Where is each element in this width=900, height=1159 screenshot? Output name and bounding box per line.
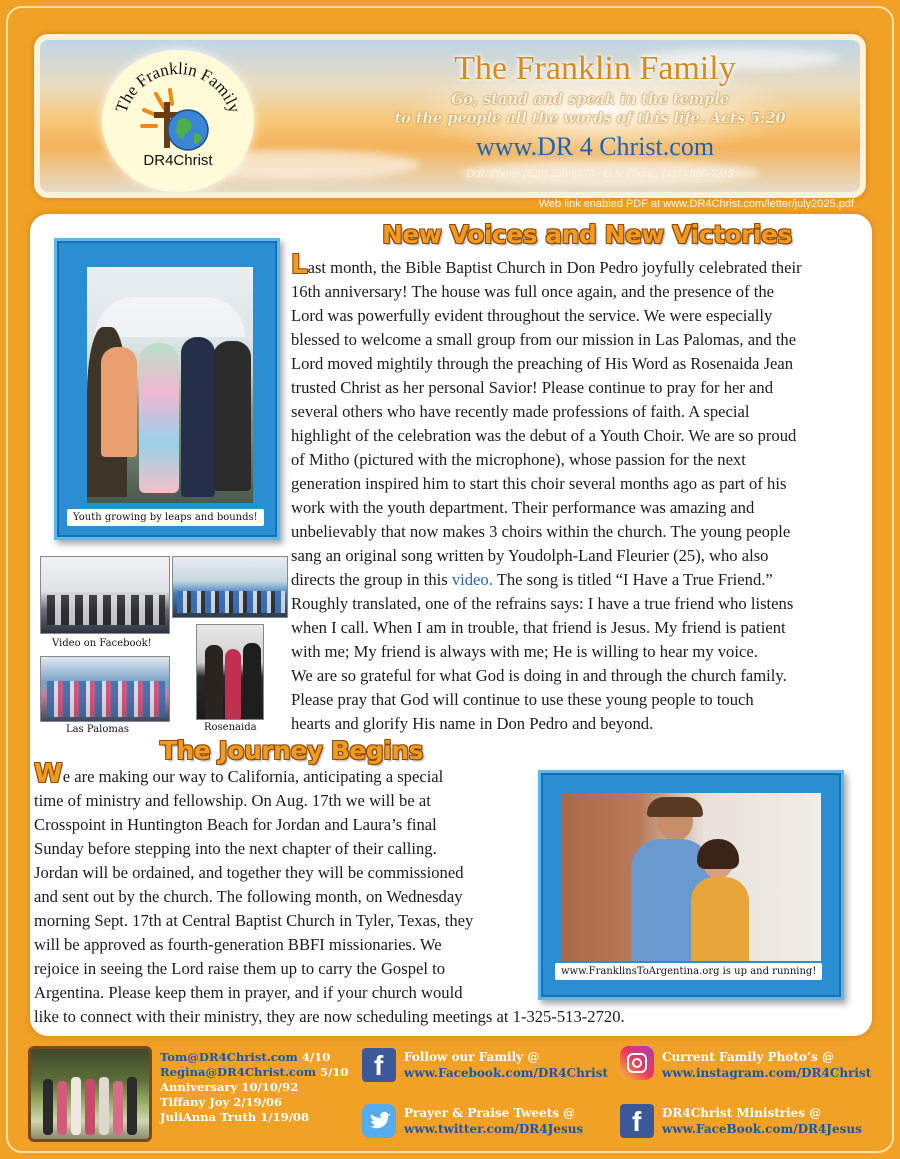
facebook-ministry-icon[interactable]: f — [620, 1104, 654, 1138]
couple-photo-caption[interactable]: www.FranklinsToArgentina.org is up and running! — [555, 963, 822, 980]
article1-line: of Mitho (pictured with the microphone), whose passion for the next — [291, 450, 746, 469]
article1-line: Roughly translated, one of the refrains says: I have a true friend who listens — [291, 594, 794, 613]
congregation-photo[interactable] — [172, 556, 288, 618]
youth-photo-frame — [54, 238, 280, 540]
video-caption: Video on Facebook! — [52, 638, 152, 649]
dropcap-w: W — [34, 759, 63, 789]
rosenaida-photo[interactable] — [196, 624, 264, 720]
twitter-icon[interactable] — [362, 1104, 396, 1138]
article2-line: Crosspoint in Huntington Beach for Jordan and Laura’s final — [34, 815, 437, 834]
article2-line: Jordan will be ordained, and together they will be commissioned — [34, 863, 464, 882]
video-link[interactable]: video. — [451, 570, 493, 589]
article1-line: Lord was powerfully evident throughout the service. We were especially — [291, 306, 773, 325]
article1-line: generation inspired him to start this choir several months ago as part of his — [291, 474, 787, 493]
header-banner — [34, 34, 866, 198]
logo-graphic — [102, 50, 254, 192]
facebook-family-link[interactable]: Follow our Family @ www.Facebook.com/DR4Christ — [404, 1050, 609, 1080]
article1-line: directs the group in this video. The song is titled “I Have a True Friend.” — [291, 570, 773, 589]
couple-photo-frame — [538, 770, 844, 1000]
birthday-julianna: JuliAnna Truth 1/19/08 — [160, 1110, 310, 1124]
article2-line: will be approved as fourth-generation BBFI missionaries. We — [34, 935, 442, 954]
article1-line: blessed to welcome a small group from our mission in Las Palomas, and the — [291, 330, 797, 349]
article2-line: morning Sept. 17th at Central Baptist Church in Tyler, Texas, they — [34, 911, 474, 930]
article1-line: Please pray that God will continue to use these young people to touch — [291, 690, 754, 709]
logo-arc-text: The Franklin Family — [111, 58, 245, 116]
article2-line: like to connect with their ministry, they are now scheduling meetings at 1-325-513-2720. — [34, 1007, 625, 1026]
newsletter-title: The Franklin Family — [454, 50, 736, 87]
dropcap-l: L — [291, 250, 308, 280]
youth-photo-caption: Youth growing by leaps and bounds! — [67, 509, 264, 526]
article2-line: Sunday before stepping into the next chapter of their calling. — [34, 839, 437, 858]
article1-line: hearts and glorify His name in Don Pedro and beyond. — [291, 714, 654, 733]
contact-regina: Regina@DR4Christ.com 5/10 — [160, 1065, 349, 1079]
scripture-verse — [330, 90, 850, 128]
article1-line: work with the youth department. Their performance was amazing and — [291, 498, 755, 517]
video-photo[interactable] — [40, 556, 170, 634]
article1-line: 16th anniversary! The house was full once again, and the presence of the — [291, 282, 775, 301]
las-palomas-photo[interactable] — [40, 656, 170, 722]
article1-line: We are so grateful for what God is doing in and through the church family. — [291, 666, 787, 685]
article1-line: unbelievably that now makes 3 choirs within the church. The young people — [291, 522, 791, 541]
family-logo[interactable] — [102, 50, 254, 192]
article2-line: We are making our way to California, anticipating a special — [34, 759, 444, 789]
verse-line-1: Go, stand and speak in the temple — [450, 91, 730, 108]
website-link[interactable]: www.DR 4 Christ.com — [475, 132, 715, 161]
ministry-facebook-link[interactable]: DR4Christ Ministries @ www.FaceBook.com/DR4Jesus — [662, 1106, 862, 1136]
couple-photo[interactable] — [561, 793, 821, 961]
facebook-icon[interactable]: f — [362, 1048, 396, 1082]
email-regina[interactable]: Regina@DR4Christ.com — [160, 1065, 316, 1079]
article2-line: Argentina. Please keep them in prayer, and if your church would — [34, 983, 463, 1002]
article1-line: with me; My friend is always with me; He is willing to hear my voice. — [291, 642, 758, 661]
headline-new-voices: New Voices and New Victories — [382, 220, 792, 249]
instagram-link[interactable]: Current Family Photo’s @ www.instagram.com/DR4Christ — [662, 1050, 872, 1080]
article1-line: Lord moved mightily through the preaching of His Word as Rosenaida Jean — [291, 354, 794, 373]
article1-line: when I call. When I am in trouble, that friend is Jesus. My friend is patient — [291, 618, 786, 637]
verse-line-2: to the people all the words of this life. Acts 5:20 — [394, 110, 786, 127]
anniversary: Anniversary 10/10/92 — [160, 1080, 299, 1094]
web-link-note[interactable]: Web link enabled PDF at www.DR4Christ.com/letter/july2025.pdf — [538, 198, 854, 210]
family-photo[interactable] — [28, 1046, 152, 1142]
article1-line: several others who have recently made professions of faith. A special — [291, 402, 750, 421]
birthday-tiffany: Tiffany Joy 2/19/06 — [160, 1095, 283, 1109]
article2-line: rejoice in seeing the Lord raise them up to carry the Gospel to — [34, 959, 446, 978]
article1-line: highlight of the celebration was the debut of a Youth Choir. We are so proud — [291, 426, 797, 445]
family-contacts — [160, 1050, 348, 1125]
youth-choir-photo[interactable] — [87, 267, 253, 503]
article-new-voices-body — [291, 250, 871, 736]
article1-line: sang an original song written by Youdolph-Land Fleurier (25), who also — [291, 546, 769, 565]
rosenaida-caption: Rosenaida — [204, 722, 257, 733]
email-tom[interactable]: Tom@DR4Christ.com — [160, 1050, 298, 1064]
article1-line: Last month, the Bible Baptist Church in Don Pedro joyfully celebrated their — [291, 250, 802, 280]
article2-line: time of ministry and fellowship. On Aug. 17th we will be at — [34, 791, 431, 810]
article2-line: and sent out by the church. The following month, on Wednesday — [34, 887, 463, 906]
las-palomas-caption: Las Palomas — [66, 724, 129, 735]
contact-tom: Tom@DR4Christ.com 4/10 — [160, 1050, 331, 1064]
article1-line: trusted Christ as her personal Savior! Please continue to pray for her and — [291, 378, 774, 397]
instagram-icon[interactable] — [620, 1046, 654, 1080]
headline-journey-begins: The Journey Begins — [160, 736, 424, 765]
phone-numbers: D.R. Phone (829) 259-6570 / U.S. Phone: (417) 860-7315 — [466, 168, 734, 180]
twitter-link[interactable]: Prayer & Praise Tweets @ www.twitter.com/DR4Jesus — [404, 1106, 584, 1136]
logo-bottom-text: DR4Christ — [143, 152, 213, 169]
